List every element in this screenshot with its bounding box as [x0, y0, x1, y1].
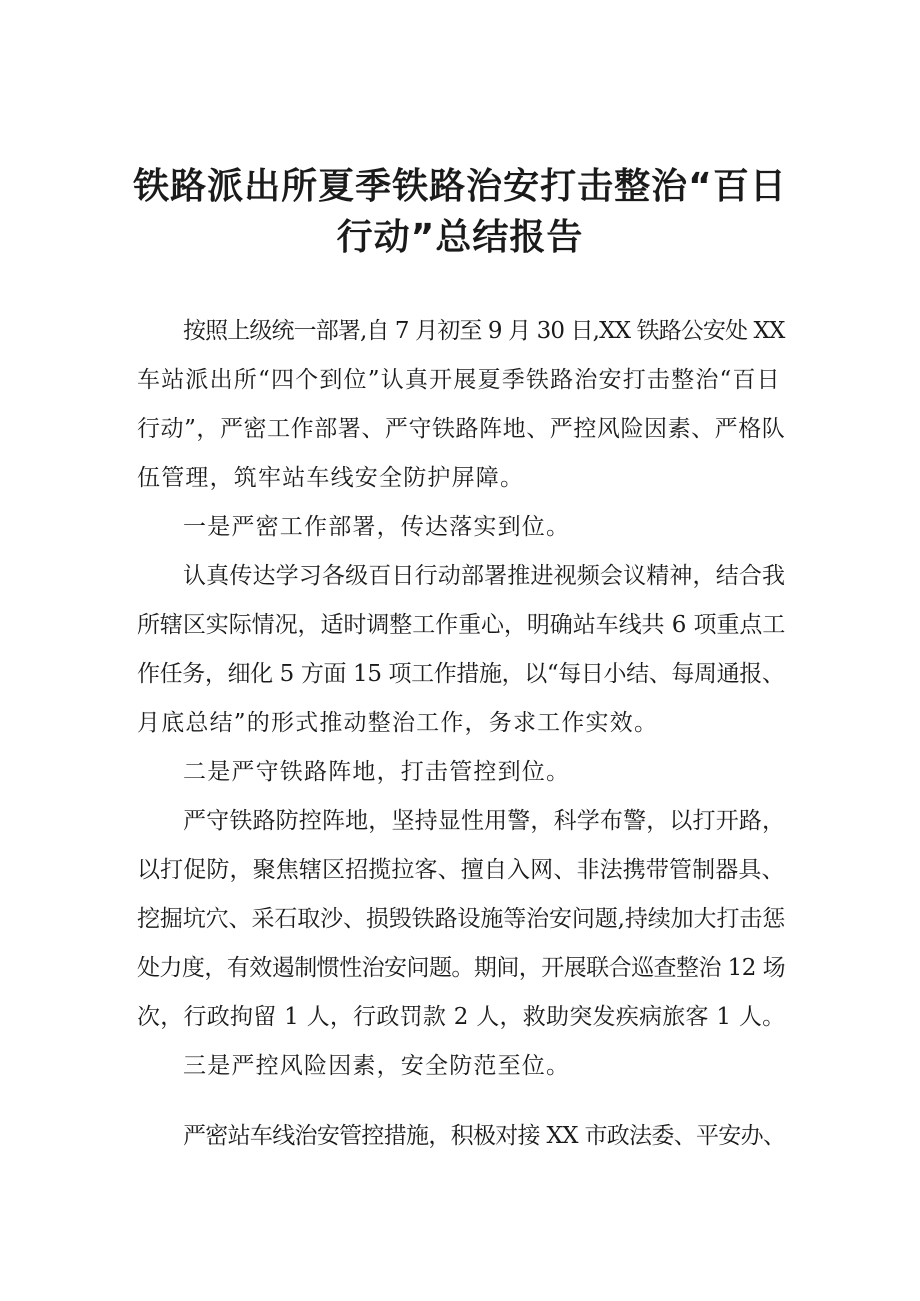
section-heading: 一是严密工作部署，传达落实到位。 — [183, 514, 571, 540]
paragraph-line: 作任务，细化 5 方面 15 项工作措施，以“每日小结、每周通报、 — [137, 661, 785, 687]
paragraph-line: 严密站车线治安管控措施，积极对接 XX 市政法委、平安办、 — [183, 1123, 786, 1149]
paragraph-line: 月底总结”的形式推动整治工作，务求工作实效。 — [137, 710, 659, 736]
paragraph-line: 认真传达学习各级百日行动部署推进视频会议精神，结合我 — [183, 563, 786, 589]
document-title-line-2: 行动”总结报告 — [336, 217, 584, 258]
paragraph-line: 按照上级统一部署,自 7 月初至 9 月 30 日,XX 铁路公安处 XX — [183, 318, 785, 344]
paragraph-line: 行动”，严密工作部署、严守铁路阵地、严控风险因素、严格队 — [137, 416, 786, 442]
section-heading: 三是严控风险因素，安全防范至位。 — [183, 1053, 571, 1079]
section-heading: 二是严守铁路阵地，打击管控到位。 — [183, 759, 571, 785]
document-title-line-1: 铁路派出所夏季铁路治安打击整治“百日 — [133, 166, 787, 207]
paragraph-line: 处力度，有效遏制惯性治安问题。期间，开展联合巡查整治 12 场 — [137, 955, 786, 981]
paragraph-line: 挖掘坑穴、采石取沙、损毁铁路设施等治安问题,持续加大打击惩 — [137, 906, 786, 932]
paragraph-line: 所辖区实际情况，适时调整工作重心，明确站车线共 6 项重点工 — [137, 612, 786, 638]
paragraph-line: 伍管理，筑牢站车线安全防护屏障。 — [137, 465, 525, 491]
paragraph-line: 车站派出所“四个到位”认真开展夏季铁路治安打击整治“百日 — [137, 367, 781, 393]
paragraph-line: 次，行政拘留 1 人，行政罚款 2 人，救助突发疾病旅客 1 人。 — [137, 1004, 786, 1030]
paragraph-line: 以打促防，聚焦辖区招揽拉客、擅自入网、非法携带管制器具、 — [137, 857, 785, 883]
paragraph-line: 严守铁路防控阵地，坚持显性用警，科学布警，以打开路， — [183, 808, 786, 834]
